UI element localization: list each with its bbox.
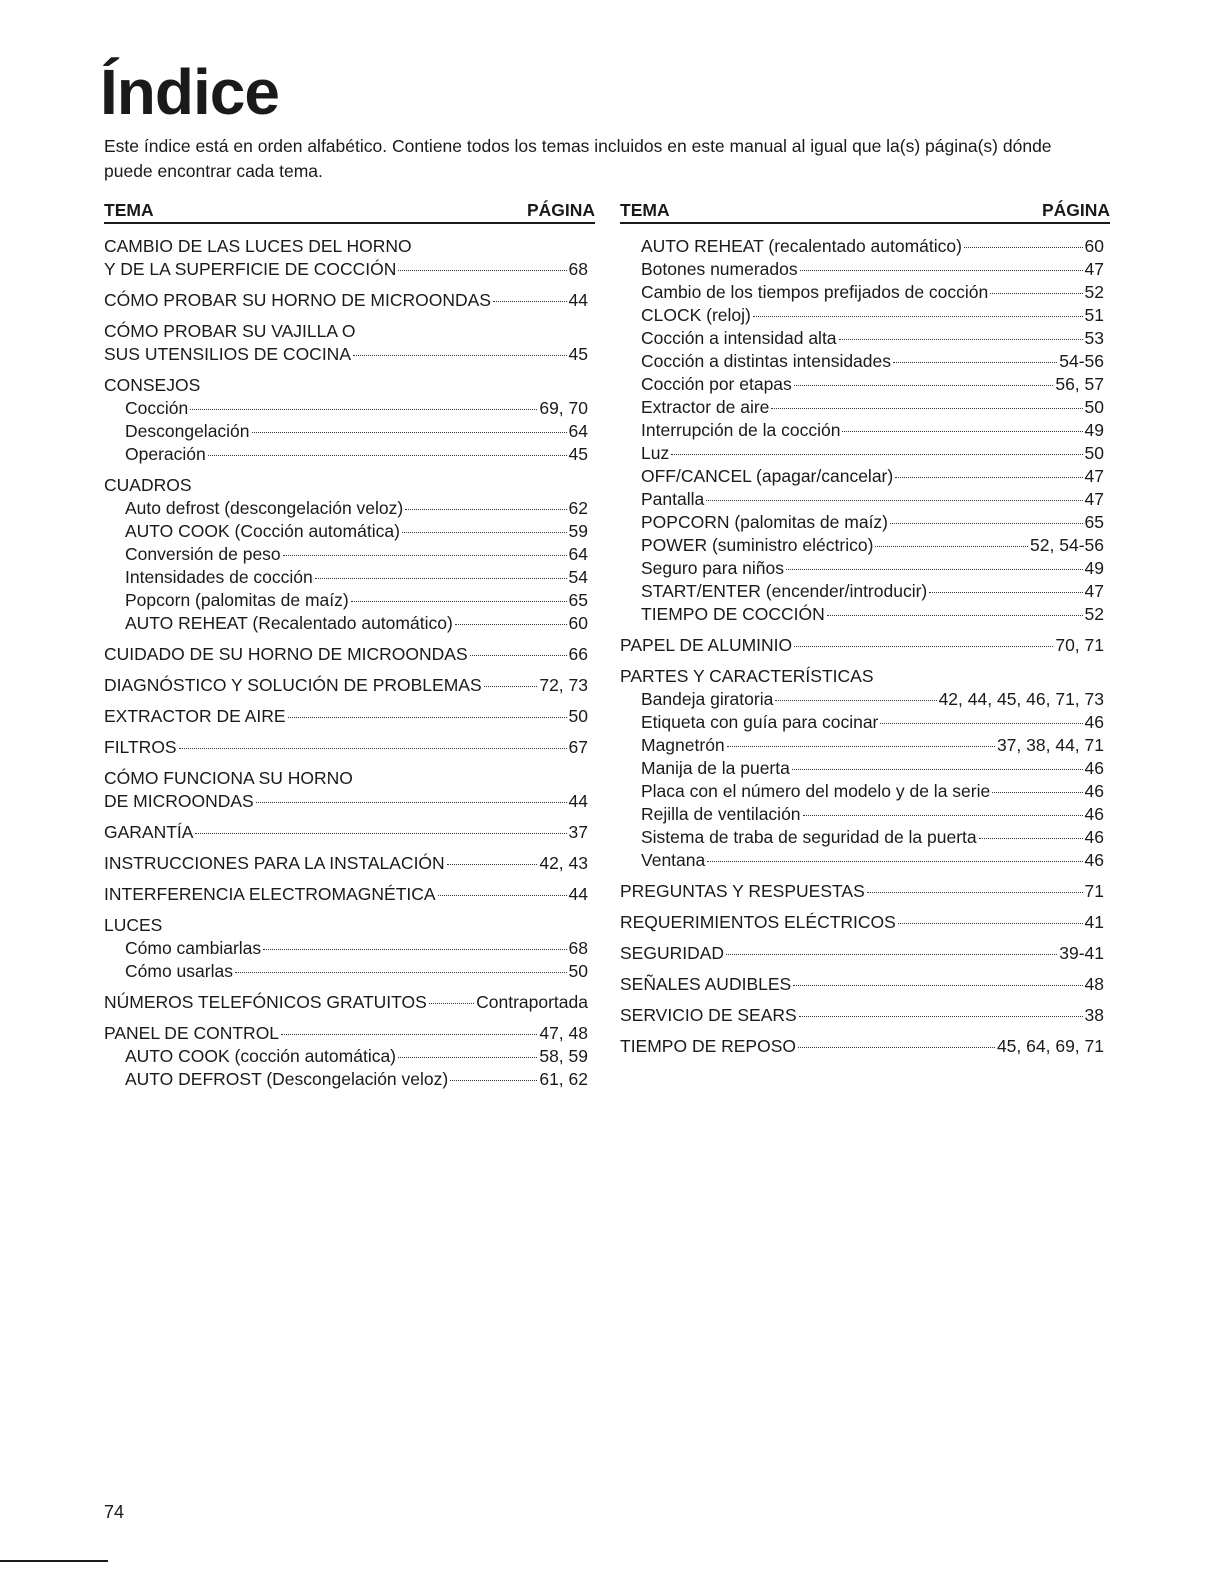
page-reference: 50: [1084, 443, 1104, 463]
topic-text: POPCORN (palomitas de maíz): [641, 512, 889, 532]
dot-leader: [842, 431, 1082, 432]
dot-leader: [706, 500, 1082, 501]
topic-text: AUTO COOK (cocción automática): [125, 1046, 397, 1066]
page-reference: 47, 48: [539, 1023, 588, 1043]
dot-leader: [398, 1057, 537, 1058]
page-title: Índice: [100, 56, 279, 128]
index-subentry-line: [620, 688, 1104, 711]
topic-text: Magnetrón: [641, 735, 725, 755]
index-subentry-line: [620, 488, 1104, 511]
page-reference: 49: [1084, 558, 1104, 578]
index-entry: [104, 289, 588, 312]
index-subentry-line: [620, 419, 1104, 442]
index-entry: [104, 474, 588, 635]
dot-leader: [707, 861, 1082, 862]
topic-text: Cómo cambiarlas: [125, 938, 262, 958]
index-subentry-line: [620, 258, 1104, 281]
page-reference: 53: [1084, 328, 1104, 348]
page-reference: 47: [1084, 581, 1104, 601]
dot-leader: [992, 792, 1082, 793]
dot-leader: [353, 355, 567, 356]
topic-text: Interrupción de la cocción: [641, 420, 841, 440]
index-entry: [620, 880, 1104, 903]
index-entry: [620, 942, 1104, 965]
topic-text: Cocción: [125, 398, 189, 418]
dot-leader: [351, 601, 567, 602]
index-entry: [620, 911, 1104, 934]
index-entry-line: [620, 634, 1104, 657]
index-entry-line: [104, 1022, 588, 1045]
dot-leader: [898, 923, 1083, 924]
page-reference: 71: [1084, 881, 1104, 901]
dot-leader: [252, 432, 567, 433]
topic-text: PARTES Y CARACTERÍSTICAS: [620, 666, 874, 686]
page-reference: 61, 62: [539, 1069, 588, 1089]
page-reference: 45, 64, 69, 71: [996, 1036, 1104, 1056]
topic-text: Conversión de peso: [125, 544, 281, 564]
topic-text: CUADROS: [104, 475, 192, 495]
dot-leader: [263, 949, 566, 950]
topic-text: Popcorn (palomitas de maíz): [125, 590, 349, 610]
index-subentry-line: [620, 373, 1104, 396]
dot-leader: [800, 270, 1083, 271]
index-entry-line: [104, 320, 588, 343]
index-entry-line: [104, 790, 588, 813]
index-entry: [104, 1022, 588, 1091]
page-reference: 56, 57: [1055, 374, 1104, 394]
topic-text: Luz: [641, 443, 670, 463]
topic-text: Sistema de traba de seguridad de la puerta: [641, 827, 977, 847]
topic-text: CÓMO PROBAR SU VAJILLA O: [104, 321, 356, 341]
dot-leader: [283, 555, 567, 556]
dot-leader: [281, 1034, 537, 1035]
page-reference: 45: [568, 344, 588, 364]
index-subentry-line: [620, 711, 1104, 734]
index-entry-line: [620, 665, 1104, 688]
topic-text: Cambio de los tiempos prefijados de cocción: [641, 282, 989, 302]
dot-leader: [827, 615, 1083, 616]
page-reference: 70, 71: [1055, 635, 1104, 655]
topic-text: PAPEL DE ALUMINIO: [620, 635, 793, 655]
page-reference: 52: [1084, 282, 1104, 302]
right-column: [620, 199, 1110, 1066]
page-reference: 44: [568, 884, 588, 904]
index-subentry-line: [620, 534, 1104, 557]
page-reference: 54: [568, 567, 588, 587]
page-reference: 45: [568, 444, 588, 464]
topic-text: Operación: [125, 444, 206, 464]
right-column-header: [620, 199, 1110, 224]
index-subentry-line: [620, 281, 1104, 304]
index-entry-line: [620, 973, 1104, 996]
index-entry: [620, 235, 1104, 626]
page-reference: 54-56: [1059, 351, 1104, 371]
dot-leader: [792, 769, 1083, 770]
index-entry: [104, 705, 588, 728]
intro-paragraph: Este índice está en orden alfabético. Contiene todos los temas incluidos en este manual al igual que la(s) página(s) dónde puede encontrar cada tema.: [104, 136, 1052, 181]
topic-text: Cocción a intensidad alta: [641, 328, 837, 348]
topic-text: DE MICROONDAS: [104, 791, 254, 811]
page-reference: 46: [1084, 712, 1104, 732]
index-subentry-line: [104, 543, 588, 566]
index-entry-line: [104, 736, 588, 759]
index-subentry-line: [104, 420, 588, 443]
header-tema: TEMA: [620, 200, 670, 220]
topic-text: TIEMPO DE REPOSO: [620, 1036, 796, 1056]
page-reference: 46: [1084, 758, 1104, 778]
topic-text: DIAGNÓSTICO Y SOLUCIÓN DE PROBLEMAS: [104, 675, 482, 695]
dot-leader: [867, 892, 1083, 893]
dot-leader: [190, 409, 537, 410]
index-entry-line: [104, 991, 588, 1014]
index-subentry-line: [104, 589, 588, 612]
topic-text: Rejilla de ventilación: [641, 804, 801, 824]
index-entry-line: [620, 880, 1104, 903]
index-subentry-line: [620, 350, 1104, 373]
index-subentry-line: [104, 612, 588, 635]
dot-leader: [438, 895, 567, 896]
index-entry: [620, 973, 1104, 996]
dot-leader: [405, 509, 566, 510]
topic-text: NÚMEROS TELEFÓNICOS GRATUITOS: [104, 992, 427, 1012]
topic-text: Bandeja giratoria: [641, 689, 774, 709]
dot-leader: [964, 247, 1083, 248]
page-reference: 51: [1084, 305, 1104, 325]
page-reference: 42, 43: [539, 853, 588, 873]
left-column: [104, 199, 594, 1099]
topic-text: CUIDADO DE SU HORNO DE MICROONDAS: [104, 644, 468, 664]
dot-leader: [235, 972, 567, 973]
dot-leader: [195, 833, 566, 834]
index-entry-line: [620, 911, 1104, 934]
right-entries: [620, 235, 1104, 1058]
page-reference: 68: [568, 259, 588, 279]
topic-text: Y DE LA SUPERFICIE DE COCCIÓN: [104, 259, 397, 279]
dot-leader: [671, 454, 1082, 455]
index-entry: [104, 643, 588, 666]
topic-text: EXTRACTOR DE AIRE: [104, 706, 286, 726]
page-reference: 47: [1084, 489, 1104, 509]
topic-text: Cómo usarlas: [125, 961, 233, 981]
topic-text: Extractor de aire: [641, 397, 770, 417]
index-subentry-line: [620, 442, 1104, 465]
page-reference: 50: [1084, 397, 1104, 417]
page-reference: 50: [568, 706, 588, 726]
dot-leader: [179, 748, 567, 749]
topic-text: Botones numerados: [641, 259, 798, 279]
dot-leader: [455, 624, 567, 625]
topic-text: Placa con el número del modelo y de la serie: [641, 781, 991, 801]
topic-text: Pantalla: [641, 489, 705, 509]
left-entries: [104, 235, 588, 1091]
index-subentry-line: [620, 511, 1104, 534]
index-entry: [104, 320, 588, 366]
index-entry: [620, 634, 1104, 657]
topic-text: SERVICIO DE SEARS: [620, 1005, 797, 1025]
index-entry-line: [104, 821, 588, 844]
dot-leader: [727, 746, 995, 747]
header-tema: TEMA: [104, 200, 154, 220]
header-pagina: PÁGINA: [526, 200, 595, 220]
index-subentry-line: [104, 497, 588, 520]
page-reference: 64: [568, 421, 588, 441]
index-subentry-line: [104, 1045, 588, 1068]
topic-text: INTERFERENCIA ELECTROMAGNÉTICA: [104, 884, 436, 904]
page-reference: 60: [568, 613, 588, 633]
page-reference: 68: [568, 938, 588, 958]
index-entry: [104, 821, 588, 844]
dot-leader: [895, 477, 1082, 478]
dot-leader: [402, 532, 567, 533]
index-entry-line: [620, 1035, 1104, 1058]
index-entry-line: [104, 674, 588, 697]
index-entry: [104, 235, 588, 281]
page-reference: 44: [568, 791, 588, 811]
topic-text: LUCES: [104, 915, 163, 935]
page-reference: 67: [568, 737, 588, 757]
dot-leader: [726, 954, 1057, 955]
index-subentry-line: [620, 465, 1104, 488]
index-subentry-line: [620, 780, 1104, 803]
topic-text: Auto defrost (descongelación veloz): [125, 498, 404, 518]
index-subentry-line: [620, 826, 1104, 849]
dot-leader: [798, 1047, 995, 1048]
page-reference: 52, 54-56: [1030, 535, 1104, 555]
topic-text: AUTO REHEAT (recalentado automático): [641, 236, 962, 256]
page-reference: 46: [1084, 781, 1104, 801]
page-reference: 37: [568, 822, 588, 842]
dot-leader: [208, 455, 567, 456]
dot-leader: [429, 1003, 474, 1004]
index-subentry-line: [620, 557, 1104, 580]
index-subentry-line: [104, 566, 588, 589]
index-entry: [104, 767, 588, 813]
index-subentry-line: [104, 960, 588, 983]
page-reference: 72, 73: [539, 675, 588, 695]
topic-text: CONSEJOS: [104, 375, 201, 395]
dot-leader: [890, 523, 1083, 524]
index-entry: [104, 914, 588, 983]
page-reference: 46: [1084, 827, 1104, 847]
dot-leader: [315, 578, 567, 579]
index-entry: [104, 736, 588, 759]
index-entry: [104, 374, 588, 466]
index-entry-line: [104, 289, 588, 312]
index-entry-line: [104, 705, 588, 728]
page-reference: 44: [568, 290, 588, 310]
dot-leader: [447, 864, 538, 865]
index-subentry-line: [620, 734, 1104, 757]
topic-text: Cocción por etapas: [641, 374, 792, 394]
dot-leader: [839, 339, 1083, 340]
dot-leader: [771, 408, 1082, 409]
index-subentry-line: [620, 757, 1104, 780]
topic-text: CLOCK (reloj): [641, 305, 751, 325]
page-reference: 50: [568, 961, 588, 981]
topic-text: START/ENTER (encender/introducir): [641, 581, 928, 601]
index-subentry-line: [104, 937, 588, 960]
page-reference: 52: [1084, 604, 1104, 624]
bottom-rule: [0, 1560, 108, 1562]
dot-leader: [775, 700, 936, 701]
dot-leader: [880, 723, 1082, 724]
dot-leader: [893, 362, 1057, 363]
dot-leader: [398, 270, 566, 271]
index-subentry-line: [620, 327, 1104, 350]
page-reference: 65: [568, 590, 588, 610]
dot-leader: [484, 686, 538, 687]
index-entry-line: [104, 474, 588, 497]
left-column-header: [104, 199, 595, 224]
dot-leader: [470, 655, 567, 656]
page-reference: 62: [568, 498, 588, 518]
page-reference: 46: [1084, 850, 1104, 870]
index-entry: [104, 991, 588, 1014]
index-subentry-line: [620, 304, 1104, 327]
dot-leader: [256, 802, 567, 803]
dot-leader: [875, 546, 1028, 547]
page-reference: 49: [1084, 420, 1104, 440]
dot-leader: [450, 1080, 537, 1081]
dot-leader: [799, 1016, 1083, 1017]
topic-text: Intensidades de cocción: [125, 567, 313, 587]
page-reference: Contraportada: [476, 992, 588, 1012]
page-reference: 38: [1084, 1005, 1104, 1025]
topic-text: Cocción a distintas intensidades: [641, 351, 892, 371]
topic-text: POWER (suministro eléctrico): [641, 535, 874, 555]
index-subentry-line: [620, 235, 1104, 258]
topic-text: REQUERIMIENTOS ELÉCTRICOS: [620, 912, 896, 932]
topic-text: AUTO COOK (Cocción automática): [125, 521, 400, 541]
dot-leader: [786, 569, 1083, 570]
dot-leader: [929, 592, 1082, 593]
topic-text: AUTO REHEAT (Recalentado automático): [125, 613, 453, 633]
dot-leader: [794, 385, 1054, 386]
topic-text: AUTO DEFROST (Descongelación veloz): [125, 1069, 449, 1089]
index-subentry-line: [620, 849, 1104, 872]
index-subentry-line: [104, 1068, 588, 1091]
topic-text: Ventana: [641, 850, 706, 870]
topic-text: SUS UTENSILIOS DE COCINA: [104, 344, 351, 364]
topic-text: TIEMPO DE COCCIÓN: [641, 604, 825, 624]
index-entry-line: [104, 643, 588, 666]
page-reference: 39-41: [1059, 943, 1104, 963]
page-reference: 48: [1084, 974, 1104, 994]
index-entry-line: [104, 258, 588, 281]
index-entry-line: [104, 343, 588, 366]
topic-text: OFF/CANCEL (apagar/cancelar): [641, 466, 894, 486]
dot-leader: [288, 717, 567, 718]
dot-leader: [793, 985, 1082, 986]
topic-text: Seguro para niños: [641, 558, 785, 578]
page-reference: 47: [1084, 259, 1104, 279]
index-entry-line: [104, 852, 588, 875]
topic-text: CAMBIO DE LAS LUCES DEL HORNO: [104, 236, 412, 256]
topic-text: PREGUNTAS Y RESPUESTAS: [620, 881, 865, 901]
dot-leader: [794, 646, 1053, 647]
index-subentry-line: [104, 520, 588, 543]
index-subentry-line: [620, 580, 1104, 603]
dot-leader: [493, 301, 567, 302]
page-reference: 42, 44, 45, 46, 71, 73: [938, 689, 1104, 709]
topic-text: SEGURIDAD: [620, 943, 725, 963]
index-subentry-line: [620, 396, 1104, 419]
index-entry-line: [620, 942, 1104, 965]
index-entry-line: [620, 1004, 1104, 1027]
page-reference: 59: [568, 521, 588, 541]
topic-text: Descongelación: [125, 421, 250, 441]
index-entry-line: [104, 767, 588, 790]
index-entry-line: [104, 914, 588, 937]
index-entry-line: [104, 374, 588, 397]
topic-text: INSTRUCCIONES PARA LA INSTALACIÓN: [104, 853, 445, 873]
topic-text: SEÑALES AUDIBLES: [620, 974, 792, 994]
page-reference: 66: [568, 644, 588, 664]
index-subentry-line: [620, 803, 1104, 826]
dot-leader: [990, 293, 1082, 294]
dot-leader: [753, 316, 1083, 317]
page-reference: 37, 38, 44, 71: [996, 735, 1104, 755]
index-entry: [104, 852, 588, 875]
topic-text: Manija de la puerta: [641, 758, 790, 778]
index-subentry-line: [620, 603, 1104, 626]
page-reference: 65: [1084, 512, 1104, 532]
page-reference: 69, 70: [539, 398, 588, 418]
topic-text: FILTROS: [104, 737, 177, 757]
index-entry: [104, 883, 588, 906]
topic-text: CÓMO FUNCIONA SU HORNO: [104, 768, 353, 788]
topic-text: PANEL DE CONTROL: [104, 1023, 280, 1043]
dot-leader: [979, 838, 1083, 839]
index-subentry-line: [104, 397, 588, 420]
index-entry: [104, 674, 588, 697]
page-reference: 60: [1084, 236, 1104, 256]
page-reference: 41: [1084, 912, 1104, 932]
page-reference: 47: [1084, 466, 1104, 486]
index-entry: [620, 665, 1104, 872]
topic-text: CÓMO PROBAR SU HORNO DE MICROONDAS: [104, 290, 491, 310]
index-subentry-line: [104, 443, 588, 466]
index-entry: [620, 1035, 1104, 1058]
page-reference: 46: [1084, 804, 1104, 824]
topic-text: GARANTÍA: [104, 822, 194, 842]
index-entry-line: [104, 235, 588, 258]
page-reference: 64: [568, 544, 588, 564]
topic-text: Etiqueta con guía para cocinar: [641, 712, 879, 732]
page-reference: 58, 59: [539, 1046, 588, 1066]
header-pagina: PÁGINA: [1041, 200, 1110, 220]
index-entry-line: [104, 883, 588, 906]
index-entry: [620, 1004, 1104, 1027]
dot-leader: [803, 815, 1083, 816]
page-number: 74: [104, 1502, 125, 1522]
